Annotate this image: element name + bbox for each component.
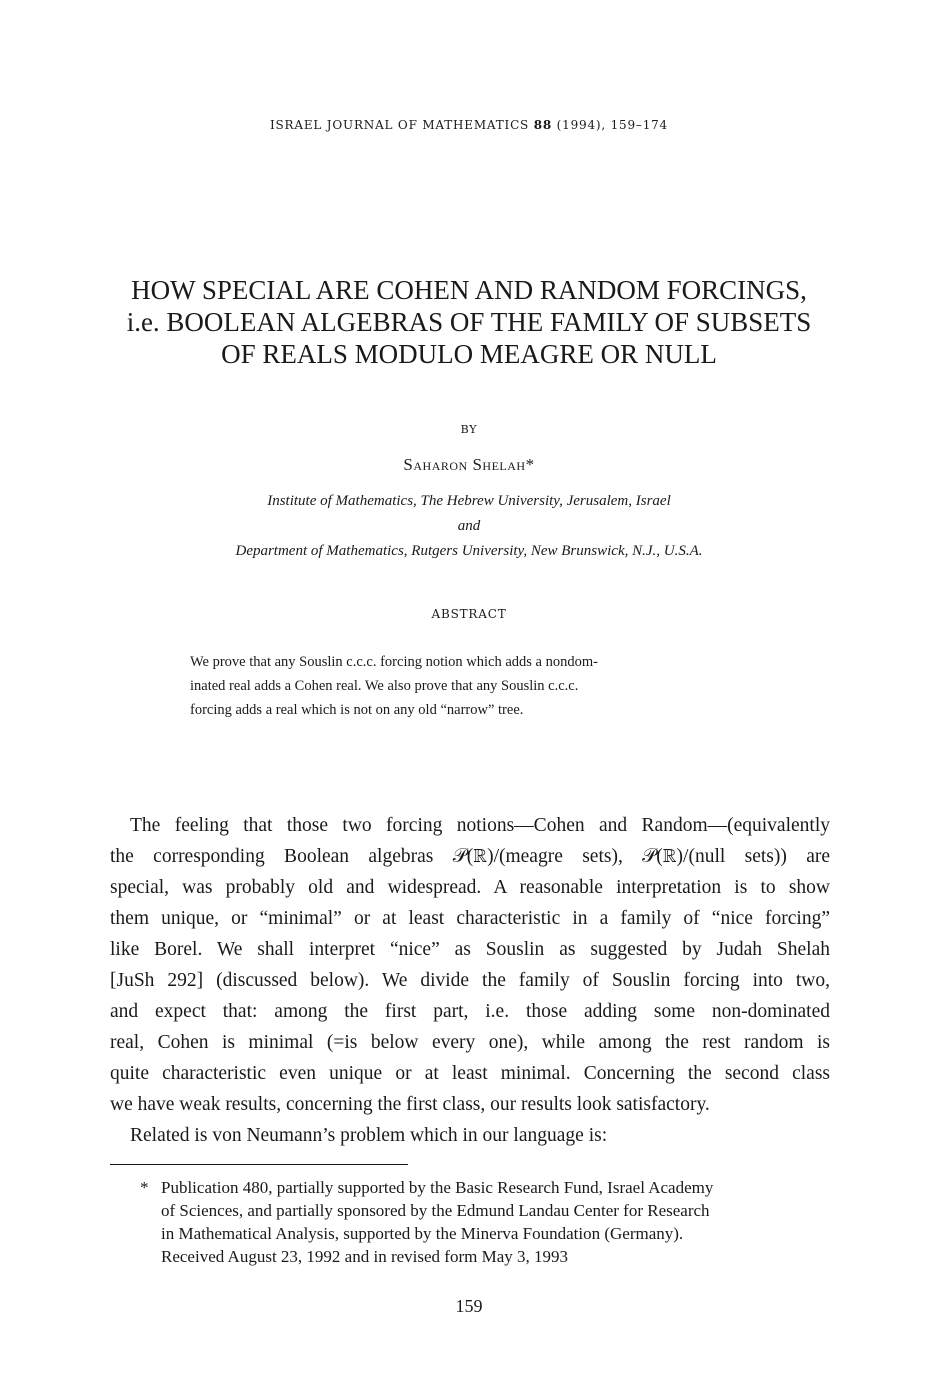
body-paragraph-2: Related is von Neumann’s problem which in our language is: (130, 1125, 608, 1146)
body-line: and expect that: among the first part, i.e. those adding some non-dominated (110, 1001, 830, 1022)
abstract-line: We prove that any Souslin c.c.c. forcing notion which adds a nondom- (190, 654, 598, 670)
affiliation-rutgers: Department of Mathematics, Rutgers University, New Brunswick, N.J., U.S.A. (235, 543, 703, 559)
affiliation-hebrew-university: Institute of Mathematics, The Hebrew University, Jerusalem, Israel (267, 493, 671, 509)
body-line: them unique, or “minimal” or at least characteristic in a family of “nice forcing” (110, 908, 830, 929)
journal-name: ISRAEL JOURNAL OF MATHEMATICS (269, 118, 530, 132)
title-line: i.e. BOOLEAN ALGEBRAS OF THE FAMILY OF SUBSETS (126, 307, 812, 337)
abstract-heading: ABSTRACT (431, 607, 507, 621)
page-number: 159 (455, 1296, 483, 1316)
body-line: we have weak results, concerning the first class, our results look satisfactory. (110, 1094, 710, 1115)
paper-title (60, 274, 878, 370)
footnote-line: Received August 23, 1992 and in revised form May 3, 1993 (161, 1247, 568, 1266)
title-line: HOW SPECIAL ARE COHEN AND RANDOM FORCINGS, (131, 275, 807, 305)
body-line: The feeling that those two forcing notions—Cohen and Random—(equivalently (130, 815, 830, 836)
footnote (140, 1176, 830, 1268)
journal-volume: 88 (533, 118, 553, 132)
abstract-text (190, 650, 760, 722)
footnote-line: Publication 480, partially supported by the Basic Research Fund, Israel Academy (161, 1178, 714, 1197)
body-text (110, 810, 830, 1151)
footnote-rule (110, 1164, 408, 1165)
author-name: Saharon Shelah* (403, 455, 535, 474)
body-line: real, Cohen is minimal (=is below every one), while among the rest random is (110, 1032, 830, 1053)
abstract-line: inated real adds a Cohen real. We also prove that any Souslin c.c.c. (190, 678, 579, 694)
body-line: special, was probably old and widespread. A reasonable interpretation is to show (110, 877, 830, 898)
body-line: like Borel. We shall interpret “nice” as Souslin as suggested by Judah Shelah (110, 939, 830, 960)
journal-header (0, 118, 938, 132)
abstract-line: forcing adds a real which is not on any old “narrow” tree. (190, 702, 524, 718)
affiliation-and: and (457, 518, 481, 534)
body-line: [JuSh 292] (discussed below). We divide the family of Souslin forcing into two, (110, 970, 830, 991)
footnote-mark: * (140, 1178, 149, 1197)
by-label: BY (460, 423, 478, 436)
footnote-line: of Sciences, and partially sponsored by the Edmund Landau Center for Research (161, 1201, 710, 1220)
title-line: OF REALS MODULO MEAGRE OR NULL (221, 339, 717, 369)
journal-year-pages: (1994), 159–174 (556, 118, 668, 132)
body-line: the corresponding Boolean algebras 𝒫(ℝ)/(meagre sets), 𝒫(ℝ)/(null sets)) are (110, 846, 830, 867)
body-line: quite characteristic even unique or at least minimal. Concerning the second class (110, 1063, 830, 1084)
footnote-line: in Mathematical Analysis, supported by the Minerva Foundation (Germany). (161, 1224, 684, 1243)
